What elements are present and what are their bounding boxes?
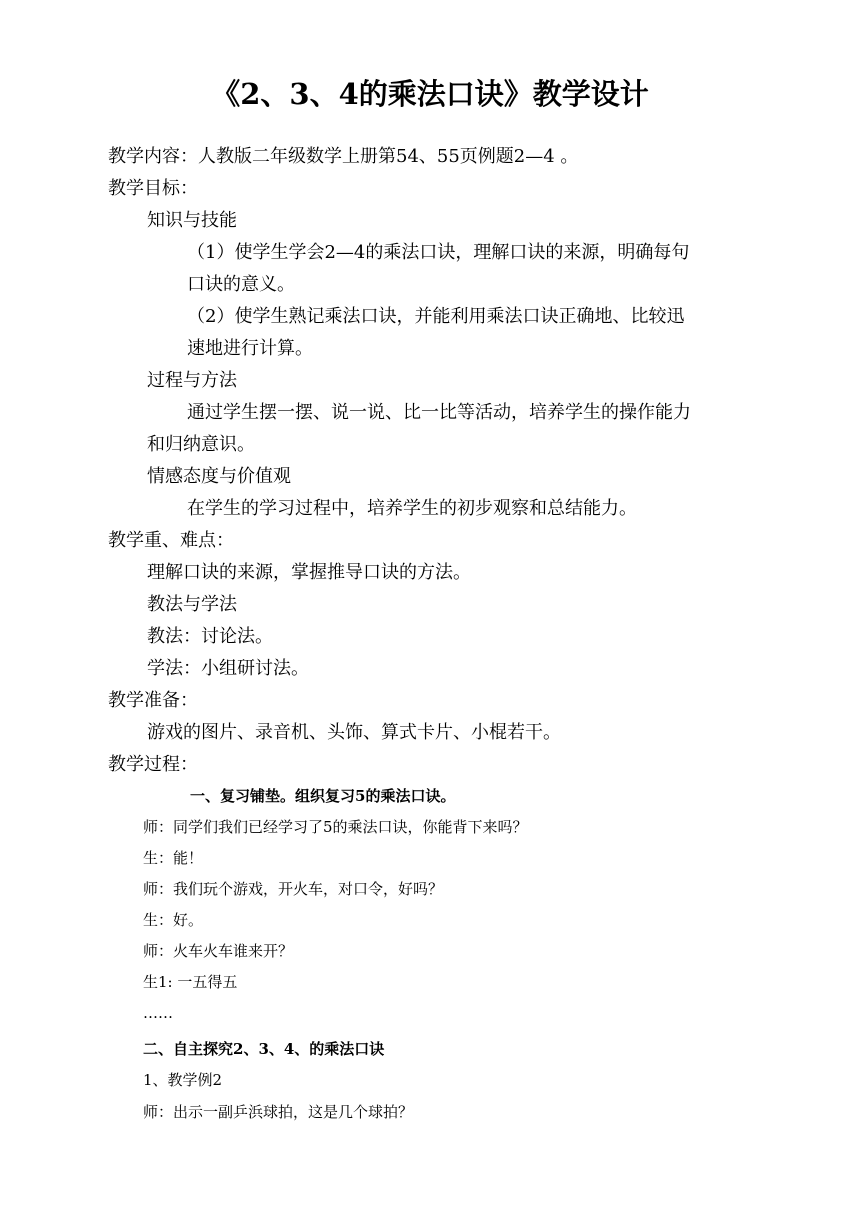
key-points-heading: 教学重、难点： (108, 530, 234, 551)
key-points-text: 理解口诀的来源，掌握推导口诀的方法。 (147, 562, 471, 583)
example-heading: 1、教学例2 (143, 1071, 223, 1089)
process-text-line-1: 通过学生摆一摆、说一说、比一比等活动，培养学生的操作能力 (187, 402, 691, 423)
example-line: 师：出示一副乒浜球拍，这是几个球拍？ (143, 1103, 414, 1121)
teach-method: 教法：讨论法。 (147, 626, 273, 647)
knowledge-item-2-line-2: 速地进行计算。 (187, 338, 313, 359)
process-heading: 过程与方法 (147, 370, 237, 391)
learn-method: 学法：小组研讨法。 (147, 658, 309, 679)
goals-heading: 教学目标： (108, 178, 198, 199)
dialog-line: 生：好。 (143, 911, 204, 929)
process-text-line-2: 和归纳意识。 (147, 434, 255, 455)
method-heading: 教法与学法 (147, 594, 237, 615)
procedure-heading: 教学过程： (108, 754, 198, 775)
knowledge-item-2-line-1: （2）使学生熟记乘法口诀，并能利用乘法口诀正确地、比较迅 (187, 306, 685, 327)
dialog-line: 师：我们玩个游戏，开火车，对口令，好吗？ (143, 880, 444, 898)
emotion-text: 在学生的学习过程中，培养学生的初步观察和总结能力。 (187, 498, 637, 519)
section-2-heading: 二、自主探究2、3、4、的乘法口诀 (143, 1040, 385, 1058)
dialog-line: 生：能！ (143, 849, 204, 867)
dialog-line: 师：同学们我们已经学习了5的乘法口诀，你能背下来吗？ (143, 818, 528, 836)
document-title: 《2、3、4的乘法口诀》教学设计 (211, 77, 649, 111)
preparation-heading: 教学准备： (108, 690, 198, 711)
knowledge-heading: 知识与技能 (147, 210, 237, 231)
emotion-heading: 情感态度与价值观 (147, 466, 291, 487)
preparation-text: 游戏的图片、录音机、头饰、算式卡片、小棍若干。 (147, 722, 561, 743)
ellipsis: …… (143, 1004, 173, 1022)
section-1-heading: 一、复习铺垫。组织复习5的乘法口诀。 (190, 787, 456, 805)
dialog-line: 师：火车火车谁来开？ (143, 942, 294, 960)
knowledge-item-1-line-1: （1）使学生学会2—4的乘法口诀，理解口诀的来源，明确每句 (187, 242, 690, 263)
dialog-line: 生1: 一五得五 (143, 973, 238, 991)
knowledge-item-1-line-2: 口诀的意义。 (187, 274, 295, 295)
teaching-content: 教学内容：人教版二年级数学上册第54、55页例题2—4 。 (108, 146, 579, 167)
